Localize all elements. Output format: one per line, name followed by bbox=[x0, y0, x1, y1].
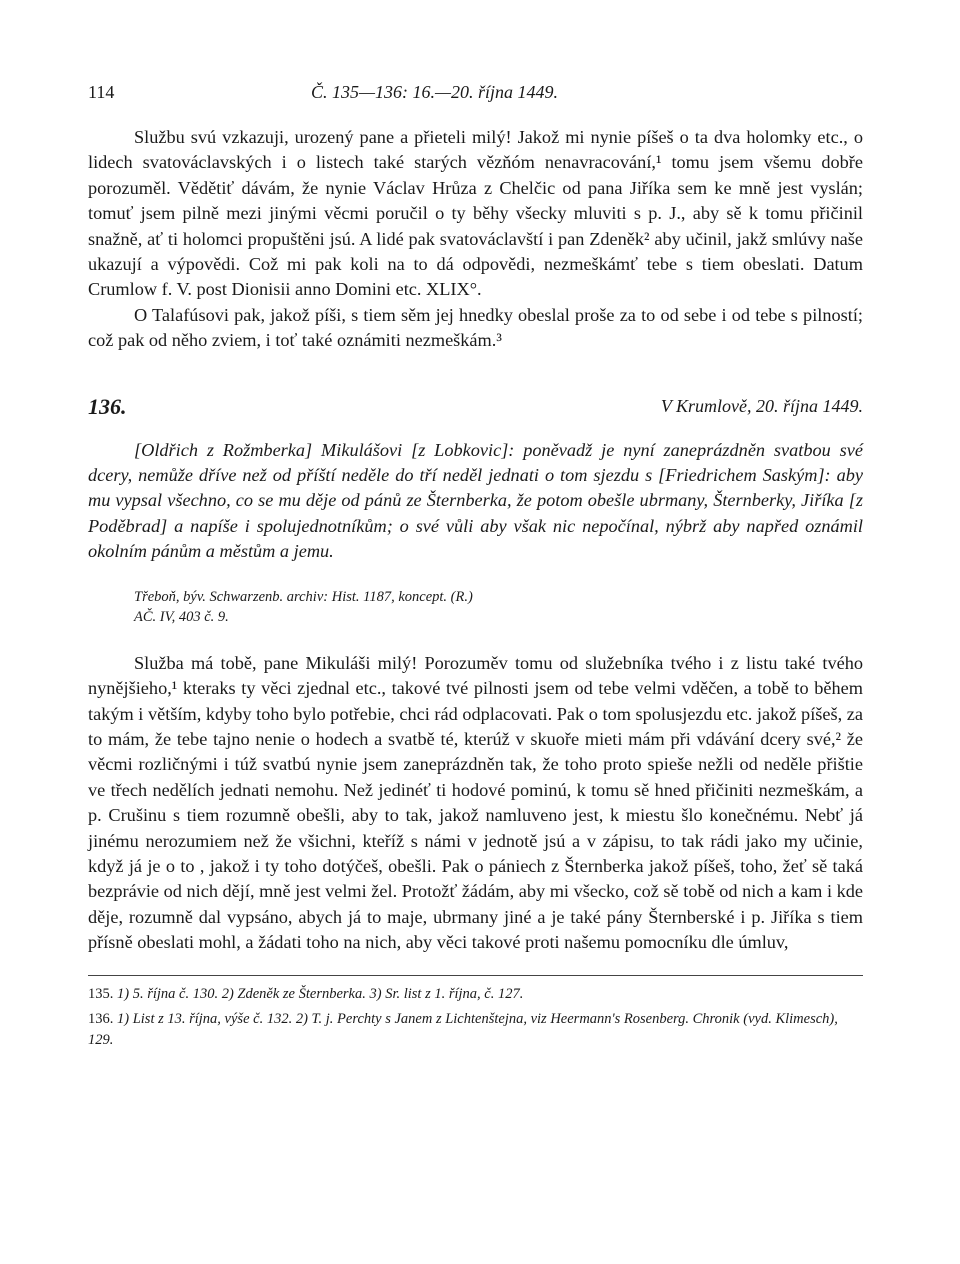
document-number: 136. bbox=[88, 393, 127, 419]
page-header bbox=[88, 82, 863, 110]
document-header bbox=[88, 394, 863, 434]
footnote-text: 1) 5. října č. 130. 2) Zdeněk ze Šternberka. 3) Sr. list z 1. října, č. 127. bbox=[117, 985, 524, 1002]
source-line-archive: Třeboň, býv. Schwarzenb. archiv: Hist. 1187, koncept. (R.) bbox=[134, 588, 473, 605]
footnote-number: 136. bbox=[88, 1010, 114, 1027]
letter-text: Služba má tobě, pane Mikuláši milý! Porozuměv tomu od služebníka tvého i z listu také tvého nynějšieho,¹ kteraks ty věci zjednal etc., takové tvé pilnosti jsem od tebe velmi vděčen, a tobě to během takým i větším, kdyby toho bylo potřebie, chci rád odplacovati. Pak o tom spolusjezdu etc. jakož píšeš, za to mám, že tebe tajno nenie o hodech a svatbě té, kterúž v skuoře mieti mám při vdávání dcery své,² že věcmi rozličnými i túž svatbú nynie jsem zaneprázdněn tak, že toho proto spieše nežli od neděle přištie ve třech nedělích jednati nemohu. Než jedinéť ti hodové pominú, k tomu sě hned přičiniti nezmeškám, a p. Crušinu s tiem rozumně obešli, aby to tak, jakož namluveno jest, k miestu šlo konečnému. Nebť já jinému nerozumiem než že všichni, kteříž s námi v jednotě jsú a v zápisu, to tak rádi jako my učinie, když já je o to , jakož i ty toho dotýčeš, obešli. Pak o pániech z Šternberka jakož píšeš, toho, žeť sě taká bezprávie od nich dějí, mně jest velmi žel. Protožť žádám, aby mi všecko, což sě tobě od nich a kam i kde děje, rozumně dal vypsáno, abych já to maje, ubrmany jiné a je také pány Šternberské i p. Jiříka s tiem přísně obeslati mohl, a žádati toho na nich, aby věci takové proti našemu pomocníku dle úmluv, bbox=[88, 652, 863, 953]
footnote-136 bbox=[88, 1009, 863, 1051]
footnotes bbox=[88, 984, 863, 1051]
footnote-number: 135. bbox=[88, 985, 114, 1002]
continuation-paragraph-1: Službu svú vzkazuji, urozený pane a přieteli milý! Jakož mi nynie píšeš o ta dva holomky etc., o lidech svatováclavských i o listech také starých vězňóm nenavracování,¹ tomu jsem všemu dobře porozuměl. Vědětiť dávám, že nynie Václav Hrůza z Chelčic od pana Jiříka sem ke mně jest vyslán; tomuť jsem pilně mezi jinými věcmi poručil o ty běhy všecky mluviti s p. J., aby sě k tomu přičinil snažně, ať ti holomci propuštěni jsú. A lidé pak svatováclavští i pan Zdeněk² aby učinil, jakž smlúvy naše ukazují a výpovědi. Což mi pak koli na to dá odpovědi, nezmeškámť tebe s tiem obeslati. Datum Crumlow f. V. post Dionisii anno Domini etc. XLIX°. bbox=[88, 127, 863, 300]
running-head: Č. 135—136: 16.—20. října 1449. bbox=[311, 82, 559, 102]
document-regest: [Oldřich z Rožmberka] Mikulášovi [z Lobkovic]: poněvadž je nyní zaneprázdněn svatbou své dcery, nemůže dříve než od příští neděle do tří neděl jednati o tom sjezdu s [Friedrichem Saským]: aby mu vypsal všechno, co se mu děje od pánů ze Šternberka, že potom obešle ubrmany, Šternberky, Jiříka [z Poděbrad] a napíše i spolujednotníkům; o své vůli aby však nic nepočínal, nýbrž aby napřed oznámil okolním pánům a městům a jemu. bbox=[88, 439, 863, 562]
footnote-text: 1) List z 13. října, výše č. 132. 2) T. j. Perchty s Janem z Lichtenštejna, viz Heermann's Rosenberg. Chronik (vyd. Klimesch), 129. bbox=[88, 1010, 838, 1048]
footnote-135 bbox=[88, 984, 863, 1005]
continuation-paragraph-2: O Talafúsovi pak, jakož píši, s tiem sěm jej hnedky obeslal proše za to od sebe i od tebe s pilností; což pak od něho zviem, i toť také oznámiti nezmeškám.³ bbox=[88, 304, 863, 351]
document-place-date: V Krumlově, 20. října 1449. bbox=[660, 395, 863, 416]
source-line-edition: AČ. IV, 403 č. 9. bbox=[134, 608, 229, 625]
footnote-divider bbox=[88, 975, 863, 976]
page-number: 114 bbox=[88, 82, 115, 102]
document-page bbox=[88, 82, 863, 1055]
source-citation bbox=[134, 587, 863, 627]
